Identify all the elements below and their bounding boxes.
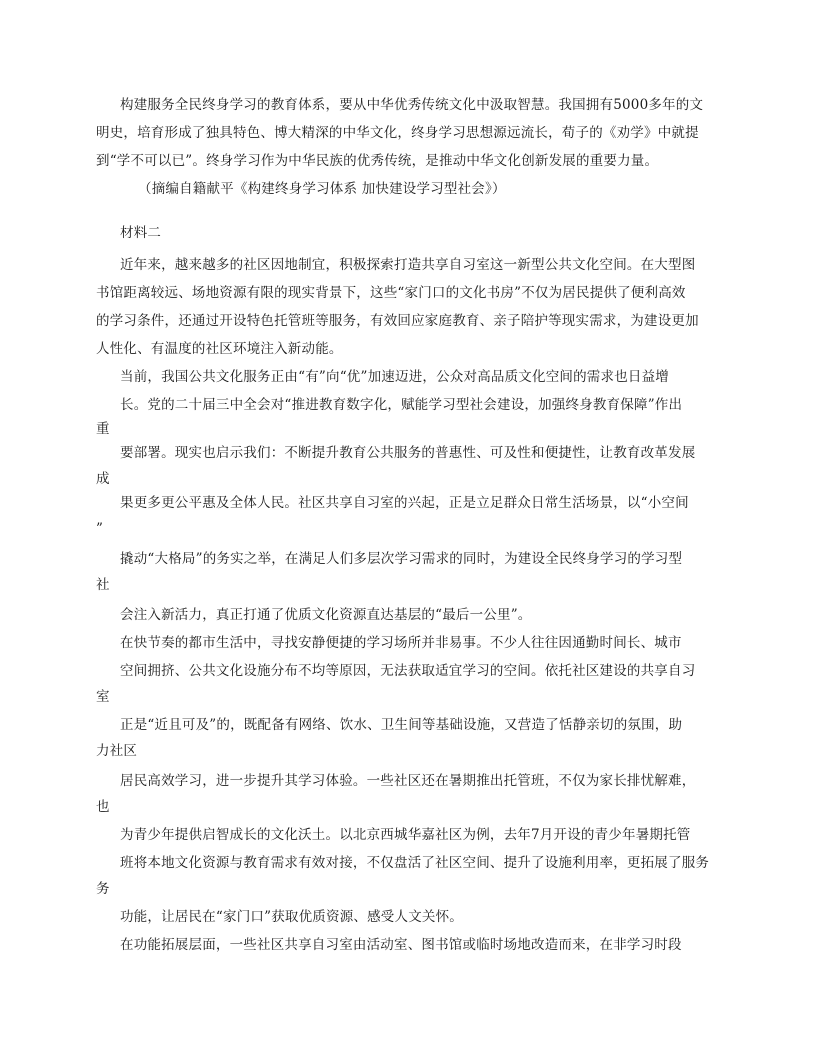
text-line: ”	[96, 521, 104, 537]
text-line: 撬动“大格局”的务实之举，在满足人们多层次学习需求的同时，为建设全民终身学习的学习型	[120, 551, 683, 567]
text-line: 构建服务全民终身学习的教育体系，要从中华优秀传统文化中汲取智慧。我国拥有5000多年的文	[120, 97, 704, 113]
text-line: 在快节奏的都市生活中，寻找安静便捷的学习场所并非易事。不少人往往因通勤时间长、城市	[120, 635, 682, 651]
text-line: 务	[96, 881, 110, 897]
text-line: 班将本地文化资源与教育需求有效对接，不仅盘活了社区空间、提升了设施利用率，更拓展了服务	[120, 855, 710, 871]
text-line: 力社区	[96, 743, 138, 759]
section-heading: 材料二	[120, 225, 162, 241]
text-line: 当前，我国公共文化服务正由“有”向“优”加速迈进，公众对高品质文化空间的需求也日益增	[120, 369, 670, 385]
text-line: 为青少年提供启智成长的文化沃土。以北京西城华嘉社区为例，去年7月开设的青少年暑期托管	[120, 827, 691, 843]
text-line: 功能，让居民在“家门口”获取优质资源、感受人文关怀。	[120, 909, 464, 925]
text-line: 长。党的二十届三中全会对“推进教育数字化，赋能学习型社会建设，加强终身教育保障”作出	[120, 397, 683, 413]
text-line: 书馆距离较远、场地资源有限的现实背景下，这些“家门口的文化书房”不仅为居民提供了便利高效	[96, 285, 686, 301]
text-line: 成	[96, 471, 110, 487]
text-line: 明史，培育形成了独具特色、博大精深的中华文化，终身学习思想源远流长，荀子的《劝学》中就提	[96, 125, 699, 141]
text-line: 到“学不可以已”。终身学习作为中华民族的优秀传统，是推动中华文化创新发展的重要力量。	[96, 153, 659, 169]
text-line: 会注入新活力，真正打通了优质文化资源直达基层的“最后一公里”。	[120, 607, 532, 623]
text-line: 居民高效学习，进一步提升其学习体验。一些社区还在暑期推出托管班，不仅为家长排忧解难，	[120, 773, 696, 789]
text-line: 重	[96, 421, 110, 437]
text-line: 人性化、有温度的社区环境注入新动能。	[96, 341, 343, 357]
text-line: 在功能拓展层面，一些社区共享自习室由活动室、图书馆或临时场地改造而来，在非学习时段	[120, 937, 682, 953]
text-line: 果更多更公平惠及全体人民。社区共享自习室的兴起，正是立足群众日常生活场景，以“小空间	[120, 495, 689, 511]
text-line: 社	[96, 577, 110, 593]
text-line: 室	[96, 689, 110, 705]
text-line: 正是“近且可及”的，既配备有网络、饮水、卫生间等基础设施，又营造了恬静亲切的氛围，助	[120, 717, 683, 733]
source-citation: （摘编自籍献平《构建终身学习体系 加快建设学习型社会》）	[138, 181, 506, 197]
text-line: 也	[96, 799, 110, 815]
text-line: 的学习条件，还通过开设特色托管班等服务，有效回应家庭教育、亲子陪护等现实需求，为建设更加	[96, 313, 699, 329]
text-line: 近年来，越来越多的社区因地制宜，积极探索打造共享自习室这一新型公共文化空间。在大型图	[120, 257, 696, 273]
text-line: 要部署。现实也启示我们：不断提升教育公共服务的普惠性、可及性和便捷性，让教育改革发展	[120, 445, 696, 461]
text-line: 空间拥挤、公共文化设施分布不均等原因，无法获取适宜学习的空间。依托社区建设的共享自习	[120, 663, 696, 679]
